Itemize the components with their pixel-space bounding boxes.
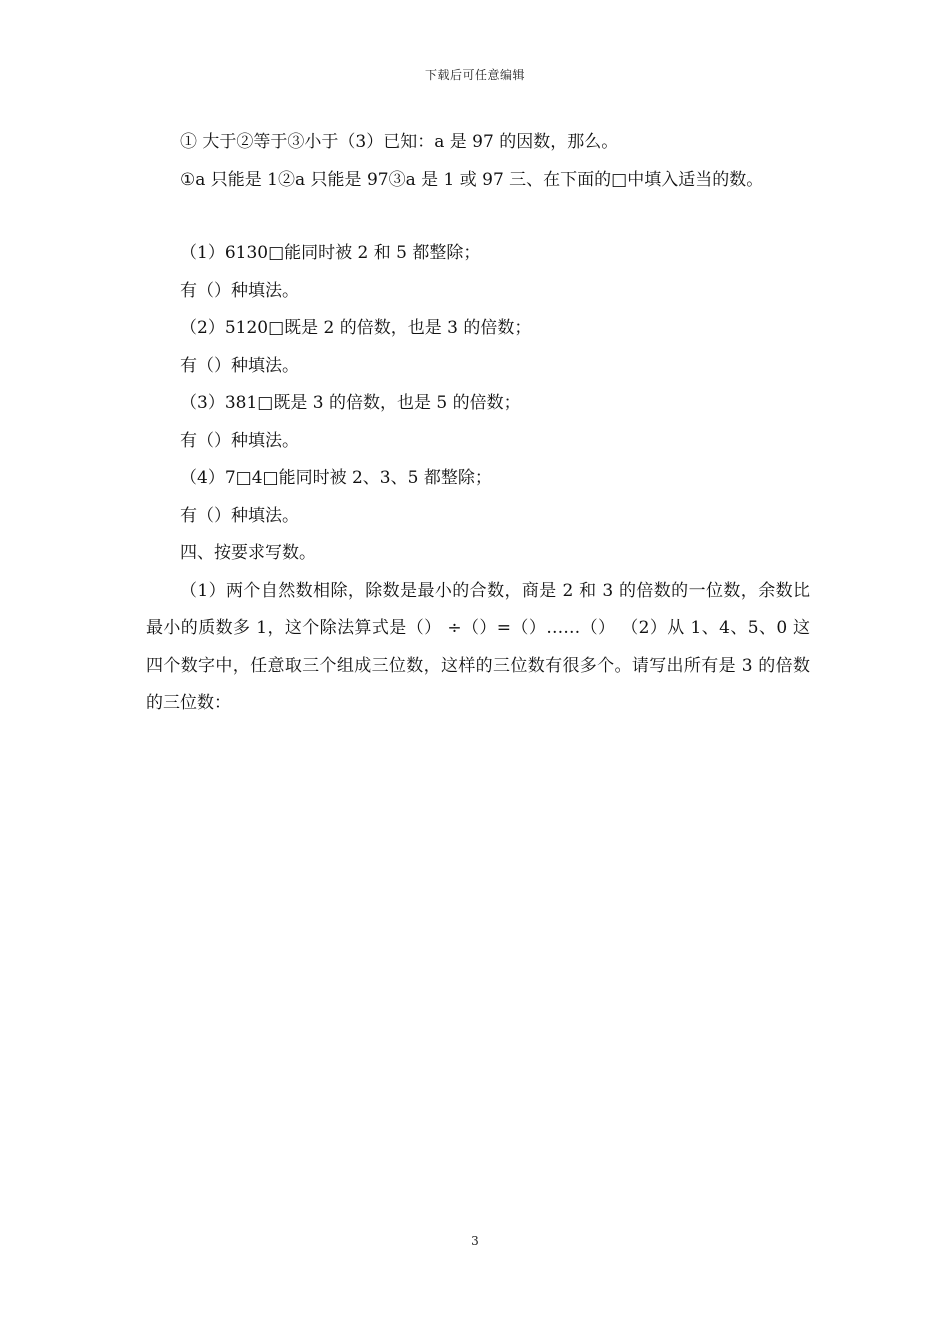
spacer bbox=[146, 199, 810, 235]
text-line-question-2: （2）5120□既是 2 的倍数，也是 3 的倍数； bbox=[180, 318, 532, 338]
page-number: 3 bbox=[471, 1234, 479, 1248]
text-line-question-4: （4）7□4□能同时被 2、3、5 都整除； bbox=[180, 468, 492, 488]
document-body bbox=[146, 124, 810, 723]
text-line-question-3: （3）381□既是 3 的倍数，也是 5 的倍数； bbox=[180, 393, 521, 413]
text-line-factor-options: ①a 只能是 1②a 只能是 97③a 是 1 或 97 三、在下面的□中填入适当的数。 bbox=[180, 169, 764, 190]
text-line-answer-4: 有（）种填法。 bbox=[180, 505, 299, 526]
text-line-answer-2: 有（）种填法。 bbox=[180, 355, 299, 376]
text-line-choice-options: ① 大于②等于③小于（3）已知：a 是 97 的因数，那么。 bbox=[180, 132, 619, 152]
section-heading-4: 四、按要求写数。 bbox=[180, 543, 316, 563]
text-line-answer-1: 有（）种填法。 bbox=[180, 280, 299, 301]
text-line-answer-3: 有（）种填法。 bbox=[180, 430, 299, 451]
text-paragraph-section-4: （1）两个自然数相除，除数是最小的合数，商是 2 和 3 的倍数的一位数，余数比最小的质数多 1，这个除法算式是（） ÷（）=（）……（） （2）从 1、4、5、0 这四个数字中，任意取三个组成三位数，这样的三位数有很多个。请写出所有是 3 的倍数的三位数： bbox=[146, 580, 810, 713]
page-header: 下载后可任意编辑 bbox=[424, 68, 525, 82]
text-line-question-1: （1）6130□能同时被 2 和 5 都整除； bbox=[180, 243, 481, 263]
